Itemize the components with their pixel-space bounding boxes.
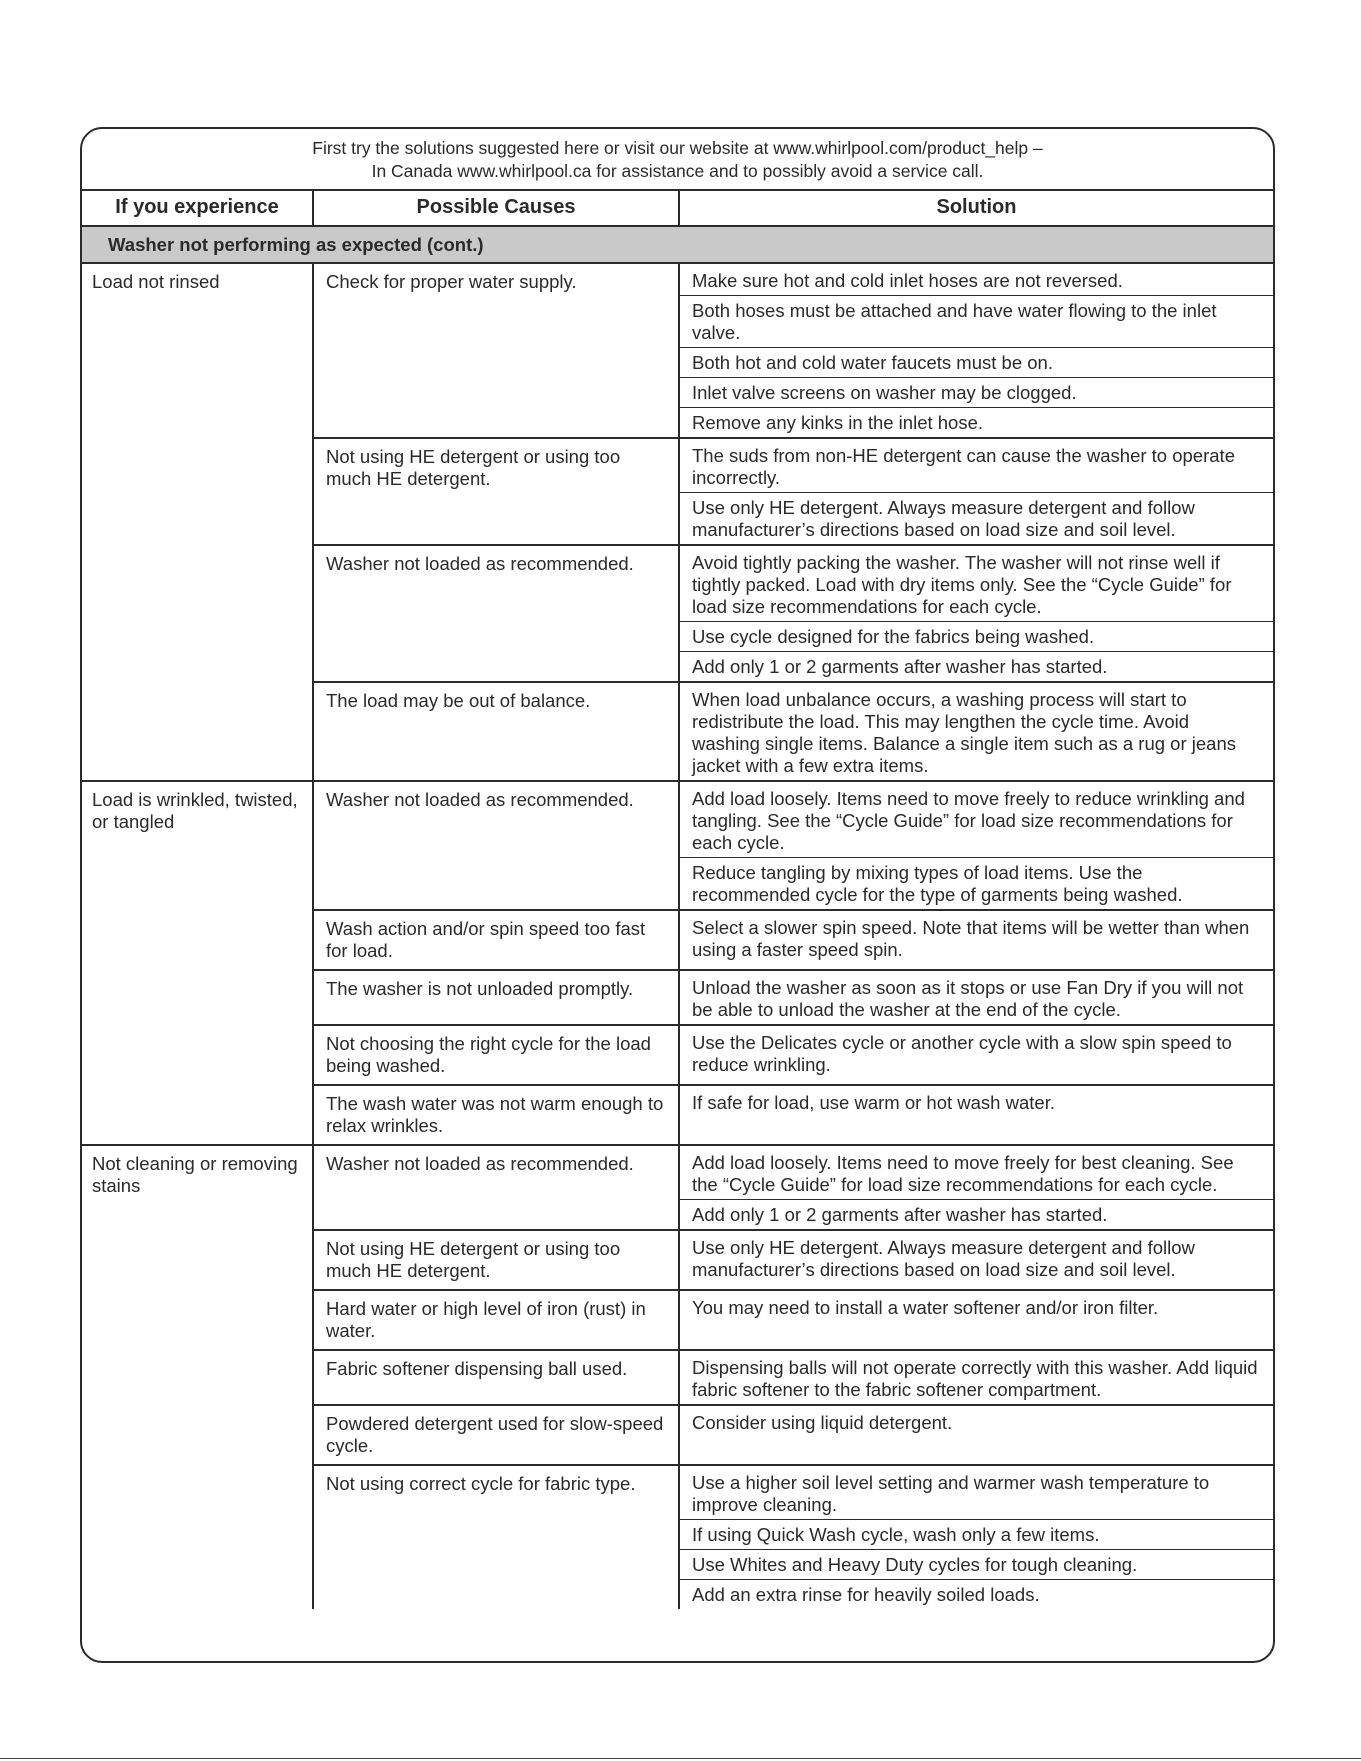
header-causes: Possible Causes bbox=[314, 191, 680, 225]
section-title: Washer not performing as expected (cont.) bbox=[82, 227, 1273, 264]
solution-list bbox=[680, 683, 1273, 780]
intro-line-1: First try the solutions suggested here or visit our website at www.whirlpool.com/product_help – bbox=[312, 138, 1043, 158]
page-bottom-rule bbox=[0, 1758, 1361, 1759]
cause-solution-rows bbox=[314, 1146, 1273, 1609]
solution-text: Remove any kinks in the inlet hose. bbox=[692, 412, 984, 433]
solution-text: Use cycle designed for the fabrics being washed. bbox=[680, 622, 1273, 652]
cause-row bbox=[314, 1086, 1273, 1144]
solution-list bbox=[680, 911, 1273, 969]
cause-row bbox=[314, 1466, 1273, 1609]
cause-row bbox=[314, 683, 1273, 780]
symptom-group bbox=[82, 264, 1273, 782]
symptom-group bbox=[82, 782, 1273, 1146]
cause-row bbox=[314, 439, 1273, 546]
symptom-label: Not cleaning or removing stains bbox=[82, 1146, 314, 1609]
solution-text: Inlet valve screens on washer may be clogged. bbox=[680, 378, 1273, 408]
cause-solution-rows bbox=[314, 264, 1273, 780]
cause-text: The wash water was not warm enough to relax wrinkles. bbox=[314, 1086, 680, 1144]
symptom-label: Load not rinsed bbox=[82, 264, 314, 780]
solution-text: Use the Delicates cycle or another cycle with a slow spin speed to reduce wrinkling. bbox=[692, 1032, 1232, 1075]
cause-row bbox=[314, 1291, 1273, 1351]
cause-text: Not using correct cycle for fabric type. bbox=[314, 1466, 680, 1609]
solution-text: Unload the washer as soon as it stops or use Fan Dry if you will not be able to unload the washer at the end of the cycle. bbox=[692, 977, 1244, 1020]
solution-list bbox=[680, 782, 1273, 909]
solution-text: Add only 1 or 2 garments after washer has started. bbox=[692, 656, 1108, 677]
cause-row bbox=[314, 1351, 1273, 1406]
solution-text: Use only HE detergent. Always measure detergent and follow manufacturer’s directions based on load size and soil level. bbox=[692, 1237, 1195, 1280]
solution-text: If using Quick Wash cycle, wash only a few items. bbox=[680, 1520, 1273, 1550]
cause-row bbox=[314, 546, 1273, 683]
solution-text: You may need to install a water softener and/or iron filter. bbox=[692, 1297, 1159, 1318]
cause-text: Washer not loaded as recommended. bbox=[314, 546, 680, 681]
header-solution: Solution bbox=[936, 196, 1017, 218]
cause-text: Not choosing the right cycle for the load being washed. bbox=[314, 1026, 680, 1084]
cause-text: The washer is not unloaded promptly. bbox=[314, 971, 680, 1024]
solution-text: Dispensing balls will not operate correctly with this washer. Add liquid fabric softener to the fabric softener compartment. bbox=[692, 1357, 1258, 1400]
solution-text: Consider using liquid detergent. bbox=[692, 1412, 953, 1433]
troubleshooting-table bbox=[80, 127, 1275, 1663]
cause-text: Not using HE detergent or using too much HE detergent. bbox=[314, 1231, 680, 1289]
solution-list bbox=[680, 1026, 1273, 1084]
cause-row bbox=[314, 264, 1273, 439]
cause-text: Washer not loaded as recommended. bbox=[314, 1146, 680, 1229]
intro-note bbox=[82, 129, 1273, 191]
solution-text: Use only HE detergent. Always measure detergent and follow manufacturer’s directions based on load size and soil level. bbox=[692, 497, 1195, 540]
intro-line-2: In Canada www.whirlpool.ca for assistance and to possibly avoid a service call. bbox=[371, 161, 984, 181]
solution-list bbox=[680, 439, 1273, 544]
cause-text: Wash action and/or spin speed too fast for load. bbox=[314, 911, 680, 969]
cause-row bbox=[314, 1146, 1273, 1231]
solution-list bbox=[680, 1291, 1273, 1349]
solution-text: Add an extra rinse for heavily soiled loads. bbox=[692, 1584, 1040, 1605]
cause-row bbox=[314, 1406, 1273, 1466]
solution-list bbox=[680, 1351, 1273, 1404]
cause-row bbox=[314, 971, 1273, 1026]
solution-text: Make sure hot and cold inlet hoses are not reversed. bbox=[680, 266, 1273, 296]
solution-text: Both hot and cold water faucets must be on. bbox=[680, 348, 1273, 378]
solution-list bbox=[680, 971, 1273, 1024]
solution-list bbox=[680, 1466, 1273, 1609]
solution-text: Add only 1 or 2 garments after washer has started. bbox=[692, 1204, 1108, 1225]
cause-text: Hard water or high level of iron (rust) in water. bbox=[314, 1291, 680, 1349]
cause-row bbox=[314, 1231, 1273, 1291]
cause-text: Fabric softener dispensing ball used. bbox=[314, 1351, 680, 1404]
symptom-group bbox=[82, 1146, 1273, 1609]
cause-row bbox=[314, 911, 1273, 971]
solution-list bbox=[680, 1231, 1273, 1289]
cause-text: Check for proper water supply. bbox=[314, 264, 680, 437]
solution-text: Use a higher soil level setting and warmer wash temperature to improve cleaning. bbox=[680, 1468, 1273, 1520]
cause-solution-rows bbox=[314, 782, 1273, 1144]
solution-list bbox=[680, 1086, 1273, 1144]
cause-row bbox=[314, 1026, 1273, 1086]
table-body bbox=[82, 264, 1273, 1609]
solution-list bbox=[680, 1146, 1273, 1229]
solution-text: Use Whites and Heavy Duty cycles for tough cleaning. bbox=[680, 1550, 1273, 1580]
solution-list bbox=[680, 264, 1273, 437]
table-header bbox=[82, 191, 1273, 227]
solution-text: Avoid tightly packing the washer. The washer will not rinse well if tightly packed. Load with dry items only. See the “Cycle Guide” for load size recommendations for each cycle. bbox=[680, 548, 1273, 622]
solution-text: Select a slower spin speed. Note that items will be wetter than when using a faster speed spin. bbox=[692, 917, 1250, 960]
solution-list bbox=[680, 1406, 1273, 1464]
symptom-label: Load is wrinkled, twisted, or tangled bbox=[82, 782, 314, 1144]
cause-text: The load may be out of balance. bbox=[314, 683, 680, 780]
cause-text: Washer not loaded as recommended. bbox=[314, 782, 680, 909]
solution-text: Reduce tangling by mixing types of load items. Use the recommended cycle for the type of garments being washed. bbox=[692, 862, 1183, 905]
header-experience: If you experience bbox=[82, 191, 314, 225]
solution-text: The suds from non-HE detergent can cause the washer to operate incorrectly. bbox=[680, 441, 1273, 493]
solution-text: When load unbalance occurs, a washing process will start to redistribute the load. This may lengthen the cycle time. Avoid washing single items. Balance a single item such as a rug or jeans jacket with a few extra items. bbox=[692, 689, 1236, 776]
cause-text: Powdered detergent used for slow-speed cycle. bbox=[314, 1406, 680, 1464]
solution-text: Add load loosely. Items need to move freely to reduce wrinkling and tangling. See the “Cycle Guide” for load size recommendations for each cycle. bbox=[680, 784, 1273, 858]
solution-text: Add load loosely. Items need to move freely for best cleaning. See the “Cycle Guide” for load size recommendations for each cycle. bbox=[680, 1148, 1273, 1200]
cause-row bbox=[314, 782, 1273, 911]
solution-list bbox=[680, 546, 1273, 681]
solution-text: Both hoses must be attached and have water flowing to the inlet valve. bbox=[680, 296, 1273, 348]
cause-text: Not using HE detergent or using too much HE detergent. bbox=[314, 439, 680, 544]
solution-text: If safe for load, use warm or hot wash water. bbox=[692, 1092, 1055, 1113]
